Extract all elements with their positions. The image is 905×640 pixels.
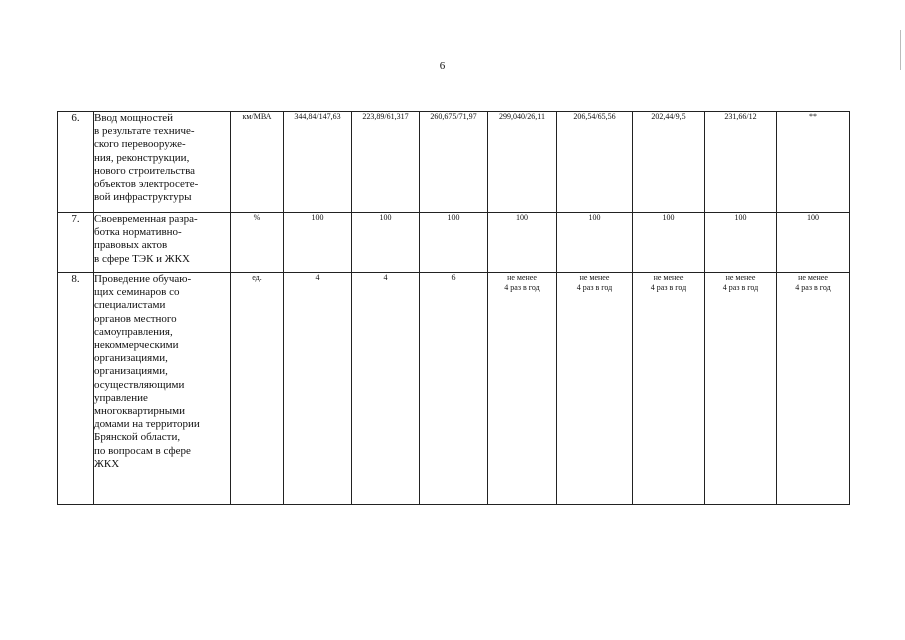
value-cell: 100	[420, 213, 488, 273]
table-row	[58, 213, 850, 273]
scan-edge-mark	[900, 30, 901, 70]
value-cell: не менее 4 раз в год	[633, 273, 705, 505]
value-cell: 4	[352, 273, 420, 505]
row-number: 8.	[58, 273, 94, 505]
value-cell: 6	[420, 273, 488, 505]
indicator-name: Проведение обучаю- щих семинаров со специалистами органов местного самоуправления, некоммерческими организациями, организациями, осуществляющими управление многоквартирными домами на территории Брянской области, по вопросам в сфере ЖКХ	[94, 273, 231, 505]
value-cell: 100	[557, 213, 633, 273]
value-cell: 206,54/65,56	[557, 112, 633, 213]
value-cell: 100	[352, 213, 420, 273]
value-cell: 202,44/9,5	[633, 112, 705, 213]
value-cell: 299,040/26,11	[488, 112, 557, 213]
indicators-table	[57, 111, 850, 505]
value-cell: **	[777, 112, 850, 213]
row-number: 7.	[58, 213, 94, 273]
unit-cell: %	[231, 213, 284, 273]
table-row	[58, 273, 850, 505]
value-cell: не менее 4 раз в год	[777, 273, 850, 505]
value-cell: 100	[633, 213, 705, 273]
row-number: 6.	[58, 112, 94, 213]
value-cell: 223,89/61,317	[352, 112, 420, 213]
value-cell: 100	[777, 213, 850, 273]
indicator-name: Ввод мощностей в результате техниче- ского перевооруже- ния, реконструкции, нового строительства объектов электросете- вой инфраструктуры	[94, 112, 231, 213]
value-cell: 100	[705, 213, 777, 273]
value-cell: 260,675/71,97	[420, 112, 488, 213]
value-cell: 100	[488, 213, 557, 273]
table-row	[58, 112, 850, 213]
indicator-name: Своевременная разра- ботка нормативно- правовых актов в сфере ТЭК и ЖКХ	[94, 213, 231, 273]
value-cell: 4	[284, 273, 352, 505]
unit-cell: км/МВА	[231, 112, 284, 213]
value-cell: 100	[284, 213, 352, 273]
page-number: 6	[439, 60, 446, 72]
value-cell: не менее 4 раз в год	[705, 273, 777, 505]
value-cell: 344,84/147,63	[284, 112, 352, 213]
value-cell: не менее 4 раз в год	[488, 273, 557, 505]
value-cell: 231,66/12	[705, 112, 777, 213]
unit-cell: ед.	[231, 273, 284, 505]
value-cell: не менее 4 раз в год	[557, 273, 633, 505]
